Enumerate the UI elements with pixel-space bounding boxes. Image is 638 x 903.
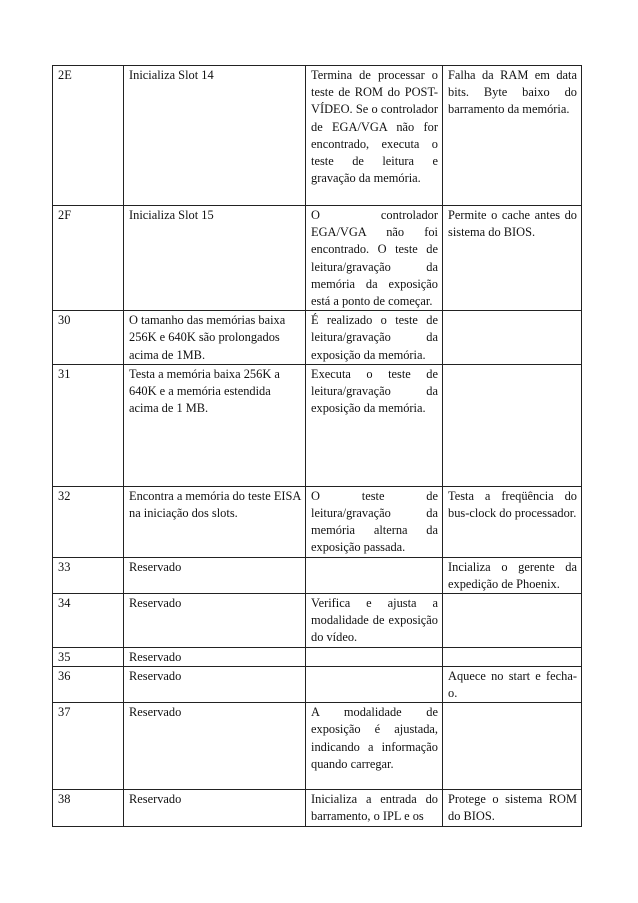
function-cell [124,311,306,365]
function-cell [124,206,306,311]
code-text: 31 [58,366,71,381]
function-text: Encontra a memória do teste EISA na iniciação dos slots. [129,488,301,521]
error-cell [443,666,582,702]
error-cell [443,311,582,365]
function-cell [124,66,306,206]
table-row [53,206,582,311]
description-cell [306,364,443,486]
description-cell [306,647,443,666]
function-text: Testa a memória baixa 256K a 640K e a memória estendida acima de 1 MB. [129,366,280,416]
description-cell [306,557,443,593]
code-text: 2E [58,68,72,82]
function-text: Reservado [129,559,182,574]
description-text: É realizado o teste de leitura/gravação da exposição da memória. [311,313,438,362]
description-cell [306,66,443,206]
function-text: Reservado [129,668,182,683]
error-cell [443,647,582,666]
error-cell [443,364,582,486]
function-text: Inicializa Slot 15 [129,208,214,222]
code-text: 33 [58,559,71,574]
error-text: Testa a freqüência do bus-clock do processador. [448,488,577,521]
table-row [53,790,582,826]
code-text: 34 [58,596,71,611]
table-row [53,66,582,206]
description-text: Executa o teste de leitura/gravação da exposição da memória. [311,366,438,416]
code-text: 2F [58,208,72,222]
table-row [53,311,582,365]
description-cell [306,486,443,557]
function-cell [124,647,306,666]
error-text: Incializa o gerente da expedição de Phoenix. [448,559,577,591]
error-text: Protege o sistema ROM do BIOS. [448,792,577,824]
error-cell [443,557,582,593]
table-row [53,647,582,666]
table-row [53,557,582,593]
code-cell [53,364,124,486]
function-cell [124,703,306,790]
error-cell [443,790,582,826]
error-text: Permite o cache antes do sistema do BIOS. [448,208,577,240]
table-row [53,486,582,557]
code-cell [53,666,124,702]
description-text: O controlador EGA/VGA não foi encontrado. O teste de leitura/gravação da memória da exposição está a ponto de começar. [311,208,438,309]
function-text: Inicializa Slot 14 [129,68,214,82]
description-text: Verifica e ajusta a modalidade de exposição do vídeo. [311,596,438,645]
error-cell [443,594,582,648]
function-cell [124,486,306,557]
function-text: Reservado [129,596,182,611]
description-cell [306,666,443,702]
description-cell [306,703,443,790]
error-cell [443,66,582,206]
code-text: 37 [58,705,71,720]
description-cell [306,311,443,365]
error-cell [443,703,582,790]
description-cell [306,790,443,826]
error-cell [443,486,582,557]
function-cell [124,594,306,648]
function-cell [124,557,306,593]
description-text: Termina de processar o teste de ROM do POST-VÍDEO. Se o controlador de EGA/VGA não for encontrado, executa o teste de leitura e gravação da memória. [311,68,438,186]
function-text: Reservado [129,792,182,807]
code-cell [53,557,124,593]
code-cell [53,486,124,557]
table-row [53,703,582,790]
description-text: Inicializa a entrada do barramento, o IPL e os [311,792,438,824]
code-text: 36 [58,668,71,683]
function-cell [124,666,306,702]
description-text: O teste de leitura/gravação da memória alterna da exposição passada. [311,488,438,555]
code-text: 38 [58,792,71,807]
description-cell [306,206,443,311]
code-cell [53,790,124,826]
code-cell [53,206,124,311]
error-text: Aquece no start e fecha-o. [448,668,577,701]
function-cell [124,790,306,826]
function-cell [124,364,306,486]
code-text: 32 [58,488,71,503]
code-text: 30 [58,313,71,328]
post-codes-table [52,65,582,827]
code-cell [53,66,124,206]
code-cell [53,594,124,648]
code-cell [53,311,124,365]
table-row [53,666,582,702]
code-cell [53,703,124,790]
code-text: 35 [58,649,71,664]
function-text: O tamanho das memórias baixa 256K e 640K são prolongados acima de 1MB. [129,313,286,362]
description-cell [306,594,443,648]
function-text: Reservado [129,649,182,664]
table-row [53,594,582,648]
code-cell [53,647,124,666]
function-text: Reservado [129,705,182,720]
error-cell [443,206,582,311]
error-text: Falha da RAM em data bits. Byte baixo do barramento da memória. [448,68,577,117]
description-text: A modalidade de exposição é ajustada, indicando a informação quando carregar. [311,705,438,771]
table-row [53,364,582,486]
